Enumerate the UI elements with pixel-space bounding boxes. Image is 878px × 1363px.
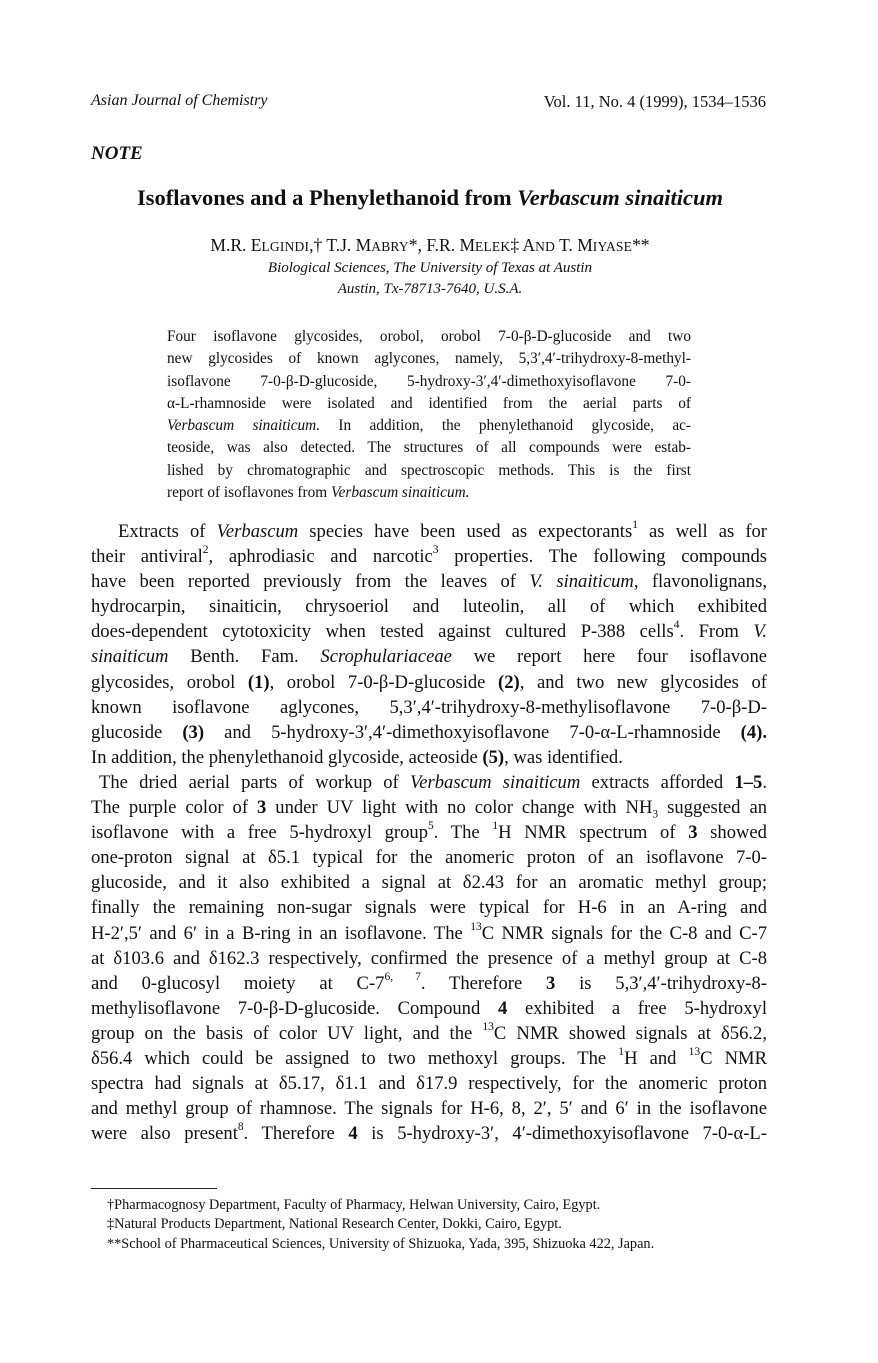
abstract-line: Verbascum sinaiticum. In addition, the phenylethanoid glycoside, ac-	[167, 417, 691, 435]
body-line: and 0-glucosyl moiety at C-7$^{6, 7}$. Therefore 3 is 5,3′,4′-trihydroxy-8-	[91, 970, 767, 994]
abstract-line: Four isoflavone glycosides, orobol, orobol 7-0-β-D-glucoside and two	[167, 328, 691, 345]
footnote-1: †Pharmacognosy Department, Faculty of Pharmacy, Helwan University, Cairo, Egypt.	[107, 1197, 601, 1213]
body-line: have been reported previously from the leaves of V. sinaiticum, flavonolignans,	[91, 571, 767, 593]
body-line: and methyl group of rhamnose. The signals for H-6, 8, 2′, 5′ and 6′ in the isoflavone	[91, 1098, 767, 1120]
affiliation-line-2: Austin, Tx-78713-7640, U.S.A.	[337, 281, 523, 297]
body-line: were also present$^8$. Therefore 4 is 5-hydroxy-3′, 4′-dimethoxyisoflavone 7-0-α-L-	[91, 1121, 767, 1145]
abstract-line: teoside, was also detected. The structures of all compounds were estab-	[167, 439, 691, 457]
body-line: The purple color of 3 under UV light with no color change with $NH_3$ suggested an	[91, 797, 767, 821]
author-list: M.R. ELGINDI,† T.J. MABRY*, F.R. MELEK‡ AND T. MIYASE**	[210, 235, 650, 255]
abstract-line: α-L-rhamnoside were isolated and identified from the aerial parts of	[167, 394, 691, 412]
footnote-3: **School of Pharmaceutical Sciences, University of Shizuoka, Yada, 395, Shizuoka 422, Japan.	[107, 1236, 655, 1252]
body-line: at δ103.6 and δ162.3 respectively, confirmed the presence of a methyl group at C-8	[91, 947, 767, 969]
body-line: does-dependent cytotoxicity when tested against cultured P-388 cells$^4$. From V.	[91, 619, 767, 643]
body-line: H-2′,5′ and 6′ in a B-ring in an isoflavone. The $^{13}$C NMR signals for the C-8 and C-7	[91, 920, 767, 944]
abstract-line: isoflavone 7-0-β-D-glucoside, 5-hydroxy-3′,4′-dimethoxyisoflavone 7-0-	[167, 372, 691, 390]
body-line: glucoside (3) and 5-hydroxy-3′,4′-dimethoxyisoflavone 7-0-α-L-rhamnoside (4).	[91, 721, 767, 743]
body-line: In addition, the phenylethanoid glycoside, acteoside (5), was identified.	[91, 746, 623, 768]
abstract-line: report of isoflavones from Verbascum sinaiticum.	[167, 484, 470, 502]
footnote-divider	[91, 1188, 217, 1189]
body-line: sinaiticum Benth. Fam. Scrophulariaceae we report here four isoflavone	[91, 646, 767, 668]
body-line: group on the basis of color UV light, and the $^{13}$C NMR showed signals at δ56.2,	[91, 1020, 767, 1044]
body-line: known isoflavone aglycones, 5,3′,4′-trihydroxy-8-methylisoflavone 7-0-β-D-	[91, 696, 767, 718]
body-line: hydrocarpin, sinaiticin, chrysoeriol and luteolin, all of which exhibited	[91, 596, 767, 618]
body-text	[91, 519, 767, 1146]
affiliation-line-1: Biological Sciences, The University of Texas at Austin	[267, 260, 593, 276]
footnote-2: ‡Natural Products Department, National Research Center, Dokki, Cairo, Egypt.	[107, 1216, 562, 1232]
body-line: finally the remaining non-sugar signals were typical for H-6 in an A-ring and	[91, 897, 767, 919]
body-line: δ56.4 which could be assigned to two methoxyl groups. The $^1$H and $^{13}$C NMR	[91, 1046, 767, 1069]
section-label: NOTE	[91, 143, 143, 164]
body-line: glycosides, orobol (1), orobol 7-0-β-D-glucoside (2), and two new glycosides of	[91, 671, 767, 693]
body-line: glucoside, and it also exhibited a signal at δ2.43 for an aromatic methyl group;	[91, 872, 767, 894]
body-line: The dried aerial parts of workup of Verbascum sinaiticum extracts afforded 1–5.	[99, 771, 767, 793]
body-line: their antiviral$^2$, aphrodiasic and narcotic$^3$ properties. The following compounds	[91, 544, 767, 568]
abstract	[167, 326, 691, 504]
abstract-line: new glycosides of known aglycones, namely, 5,3′,4′-trihydroxy-8-methyl-	[167, 350, 691, 368]
body-line: spectra had signals at δ5.17, δ1.1 and δ17.9 respectively, for the anomeric proton	[91, 1073, 767, 1095]
body-line: one-proton signal at δ5.1 typical for the anomeric proton of an isoflavone 7-0-	[91, 847, 767, 869]
abstract-line: lished by chromatographic and spectroscopic methods. This is the first	[167, 461, 691, 479]
body-line: Extracts of Verbascum species have been used as expectorants$^1$ as well as for	[118, 519, 767, 542]
article-title: Isoflavones and a Phenylethanoid from Verbascum sinaiticum	[137, 185, 723, 210]
body-line: methylisoflavone 7-0-β-D-glucoside. Compound 4 exhibited a free 5-hydroxyl	[91, 997, 767, 1019]
volume-info: Vol. 11, No. 4 (1999), 1534–1536	[543, 92, 766, 111]
body-line: isoflavone with a free 5-hydroxyl group$^5$. The $^1$H NMR spectrum of 3 showed	[91, 820, 767, 844]
journal-name: Asian Journal of Chemistry	[91, 92, 268, 109]
